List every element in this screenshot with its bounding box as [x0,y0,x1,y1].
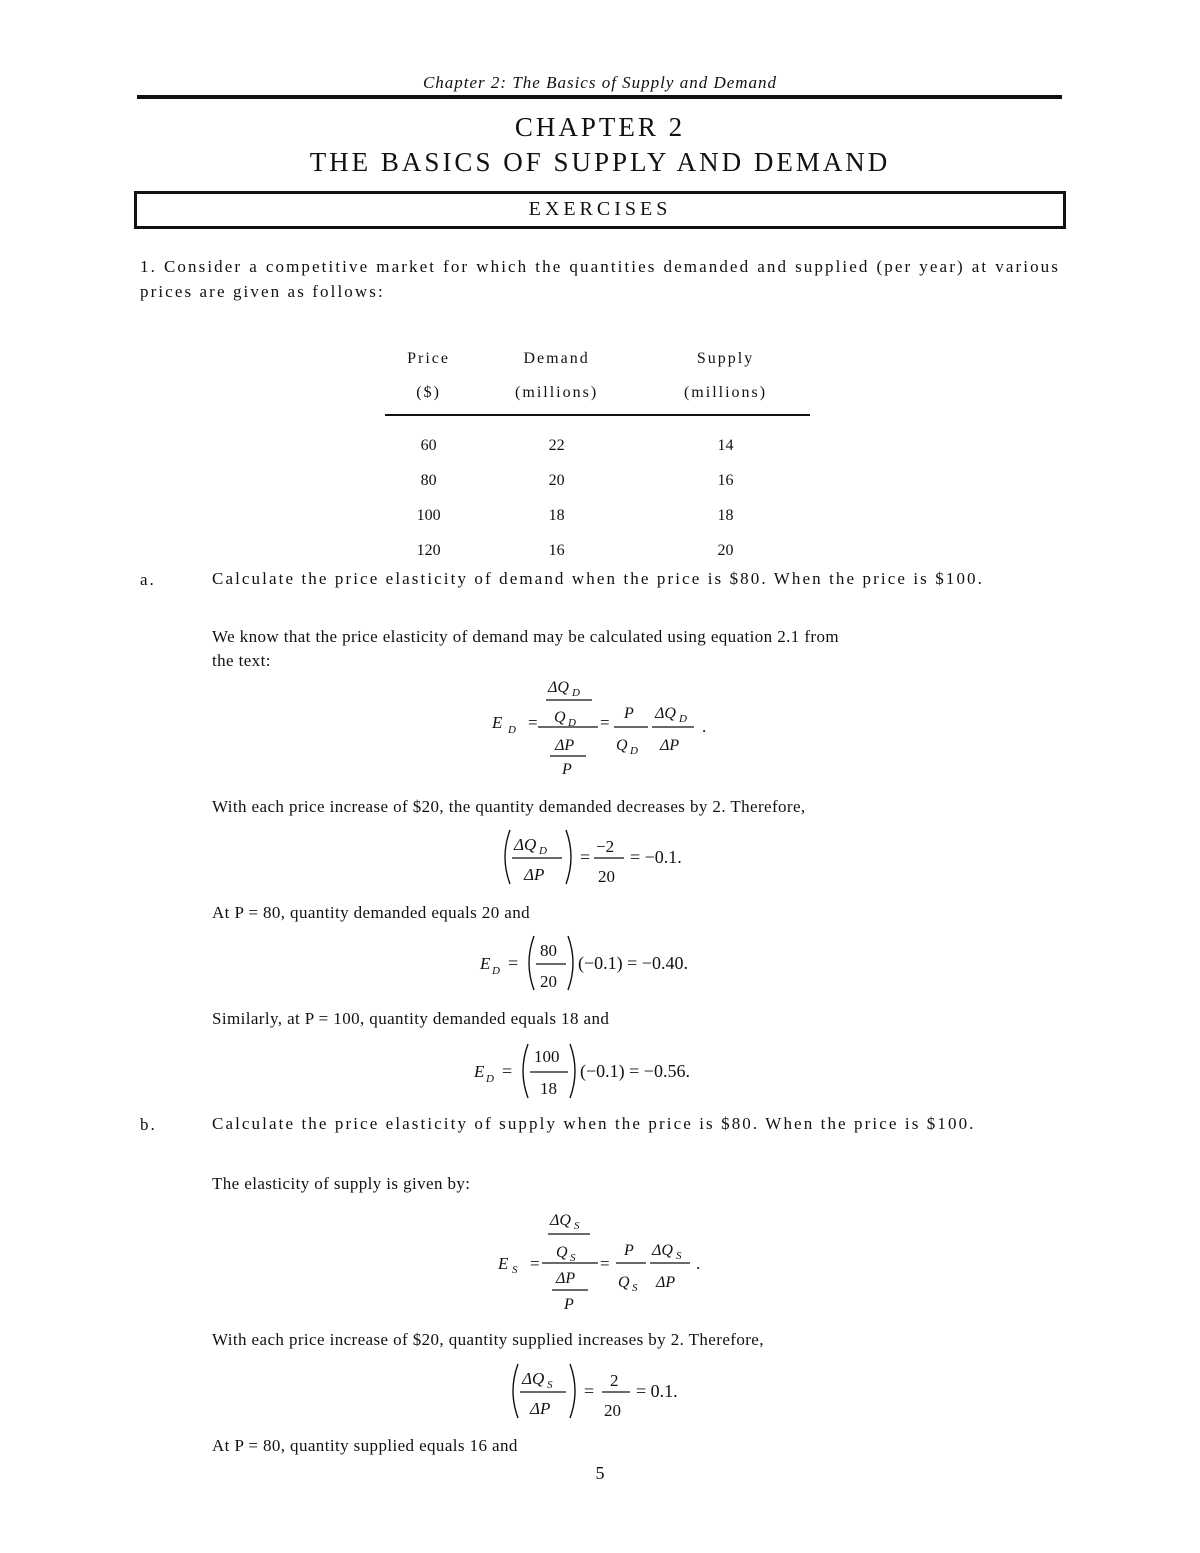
question-1-text: 1. Consider a competitive market for which the quantities demanded and supplied (per year) at various prices are given as follows: [140,257,1060,301]
chapter-number: CHAPTER 2 [514,112,686,142]
svg-text:.: . [696,1254,701,1273]
part-b-step2: At P = 80, quantity supplied equals 16 and [212,1436,518,1455]
svg-text:S: S [574,1220,580,1232]
chapter-title: THE BASICS OF SUPPLY AND DEMAND [309,147,891,177]
part-a-intro-line1: We know that the price elasticity of demand may be calculated using equation 2.1 from [212,627,839,646]
svg-text:=: = [584,1381,595,1401]
units-price: ($) [385,376,472,415]
svg-text:S: S [547,1379,553,1391]
cell-supply: 16 [717,471,734,489]
ed100-numerator: 100 [534,1047,560,1066]
header-supply: Supply [696,350,755,367]
cell-demand: 22 [548,436,565,454]
svg-text:D: D [679,713,687,725]
svg-text:D: D [486,1073,494,1085]
units-demand: (millions) [472,376,641,415]
page-number: 5 [595,1463,605,1483]
svg-text:S: S [676,1250,682,1262]
table-row [385,498,810,533]
part-b-marker: b. [140,1115,157,1134]
demand-ratio-numerator: −2 [596,837,615,856]
svg-text:ΔP: ΔP [555,737,575,754]
ed100-result: (−0.1) = −0.56. [580,1061,690,1081]
header-price: Price [407,350,450,367]
table-row [385,533,810,568]
cell-price: 80 [420,471,437,489]
part-a-intro-line2: the text: [212,651,271,670]
svg-text:S: S [632,1282,638,1294]
svg-text:=: = [530,1254,540,1273]
svg-text:=: = [580,847,591,867]
svg-text:D: D [568,717,576,729]
part-a-question: Calculate the price elasticity of demand when the price is $80. When the price is $100. [212,569,984,588]
demand-elasticity-at-100 [472,1040,742,1102]
table-header-row [385,342,810,376]
table-row [385,463,810,498]
svg-text:P: P [624,705,634,722]
svg-text:S: S [570,1252,576,1264]
svg-text:S: S [512,1264,518,1276]
cell-price: 100 [416,506,441,524]
svg-text:ΔQ: ΔQ [522,1369,545,1388]
svg-text:=: = [508,953,519,973]
svg-text:P: P [562,761,572,778]
svg-text:D: D [508,724,516,736]
svg-text:=: = [600,713,610,732]
svg-text:Q: Q [554,709,566,726]
demand-ratio-equation [498,826,718,888]
cell-demand: 20 [548,471,565,489]
supply-ratio-equation [506,1360,706,1422]
svg-text:ΔP: ΔP [556,1270,576,1287]
part-a-step3: Similarly, at P = 100, quantity demanded equals 18 and [212,1009,610,1028]
exercises-section-box [134,191,1066,229]
cell-supply: 18 [717,506,734,524]
part-a-step2: At P = 80, quantity demanded equals 20 and [212,903,531,922]
exercises-label: EXERCISES [528,198,672,220]
svg-text:.: . [702,717,707,736]
cell-supply: 20 [717,541,734,559]
demand-ratio-denominator: 20 [598,867,615,886]
svg-text:ΔQ: ΔQ [652,1242,673,1259]
supply-elasticity-formula [486,1203,736,1315]
svg-text:D: D [539,845,547,857]
svg-text:P: P [564,1296,574,1313]
ed80-result: (−0.1) = −0.40. [578,953,688,973]
supply-ratio-numerator: 2 [610,1371,619,1390]
running-header: Chapter 2: The Basics of Supply and Demand [422,73,778,92]
ed100-denominator: 18 [540,1079,557,1098]
svg-text:ΔQ: ΔQ [550,1212,571,1229]
svg-text:P: P [624,1242,634,1259]
cell-price: 60 [420,436,437,454]
svg-text:=: = [600,1254,610,1273]
svg-text:ΔQ: ΔQ [548,679,569,696]
cell-price: 120 [416,541,441,559]
svg-text:ΔP: ΔP [524,865,545,884]
svg-text:Q: Q [618,1274,630,1291]
demand-ratio-result: = −0.1. [630,847,682,867]
svg-text:Q: Q [616,737,628,754]
part-b-question: Calculate the price elasticity of supply when the price is $80. When the price is $100. [212,1114,976,1133]
cell-demand: 18 [548,506,565,524]
svg-text:=: = [528,713,538,732]
part-a-marker: a. [140,570,156,589]
table-row [385,415,810,463]
header-rule [137,95,1062,99]
cell-supply: 14 [717,436,734,454]
svg-text:E: E [498,1254,509,1273]
supply-ratio-result: = 0.1. [636,1381,678,1401]
ed80-denominator: 20 [540,972,557,991]
part-a-step1: With each price increase of $20, the quantity demanded decreases by 2. Therefore, [212,797,806,816]
demand-elasticity-formula [480,670,740,782]
svg-text:E: E [480,954,491,973]
svg-text:ΔQ: ΔQ [514,835,537,854]
svg-text:D: D [492,965,500,977]
supply-demand-table [385,342,810,568]
table-units-row [385,376,810,415]
svg-text:ΔQ: ΔQ [655,705,676,722]
part-b-intro: The elasticity of supply is given by: [212,1174,471,1193]
svg-text:=: = [502,1061,513,1081]
cell-demand: 16 [548,541,565,559]
svg-text:E: E [492,713,503,732]
part-b-step1: With each price increase of $20, quantity supplied increases by 2. Therefore, [212,1330,764,1349]
svg-text:D: D [572,687,580,699]
ed80-numerator: 80 [540,941,557,960]
svg-text:Q: Q [556,1244,568,1261]
header-demand: Demand [523,350,590,367]
units-supply: (millions) [641,376,810,415]
svg-text:ΔP: ΔP [660,737,680,754]
svg-text:E: E [474,1062,485,1081]
supply-ratio-denominator: 20 [604,1401,621,1420]
svg-text:D: D [630,745,638,757]
svg-text:ΔP: ΔP [530,1399,551,1418]
svg-text:ΔP: ΔP [656,1274,676,1291]
demand-elasticity-at-80 [478,932,738,994]
